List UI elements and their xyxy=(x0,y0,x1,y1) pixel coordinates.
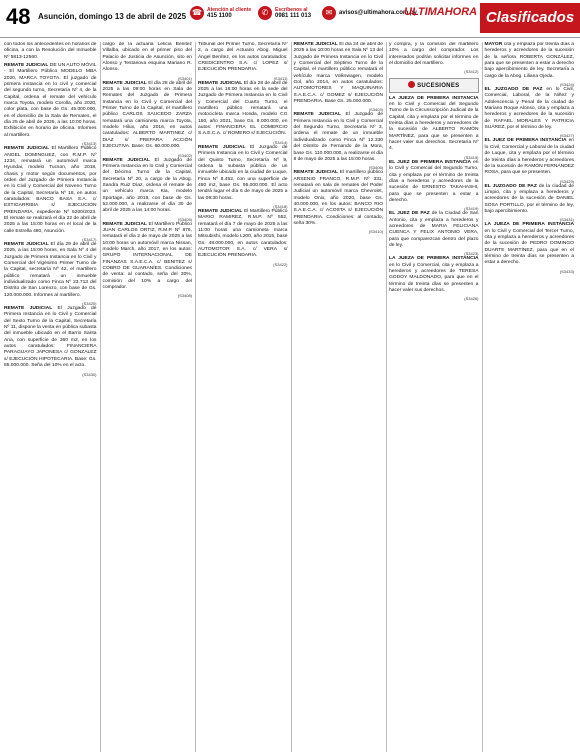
contact-value: avisos@ultimahora.com.py xyxy=(339,10,417,16)
ad-reference: (S3433) xyxy=(559,268,574,274)
ad-body: El martillero público ARSENIO FRANCO, R.M.P. Nº 331, rematará en sala de remates del Poder Judicial un automóvil marca Chevrolet, modelo Onix, año 2020, base Gs. 40.000.000, en los autos: BANCO RIO S.A.E.C.A. c/ ACOSTA s/ EJECUCIÓN PRENDARIA. Condiciones: al contado, seña 30%. xyxy=(293,170,383,226)
ad-title: MAYOR xyxy=(484,42,503,47)
classified-ad xyxy=(485,87,575,131)
phone-icon: ☎ xyxy=(190,6,204,20)
ad-body: en lo Civil y Comercial del Segundo Turno de la Circunscripción Judicial de la Capital, cita y emplaza por el término de treinta días a herederos y acreedores de la sucesión de ALBERTO RAMÓN MARTÍNEZ, para que se presenten a hacer valer sus derechos. Secretaría Nº 4. xyxy=(389,102,479,152)
ad-title: EL JUEZ DE PRIMERA INSTANCIA xyxy=(484,138,567,144)
classified-ad xyxy=(4,242,97,299)
ad-title: REMATE JUDICIAL xyxy=(293,112,341,118)
classified-ad xyxy=(198,145,288,202)
ad-title: REMATE JUDICIAL xyxy=(102,80,147,86)
ad-title: REMATE JUDICIAL xyxy=(293,170,339,176)
classified-ad xyxy=(103,222,193,292)
ad-body: El Juzgado de Primera Instancia en lo Civil y Comercial del Segundo Turno, Secretaría Nº 3, ordena el remate de un inmueble individualizado como Finca Nº 12.330 del Distrito de Fernando de la Mora, base Gs. 110.000.000, a realizarse el día 8 de mayo de 2025 a las 15:00 horas. xyxy=(293,112,383,162)
ad-reference: (S3415) xyxy=(464,154,479,160)
ad-body: El día 28 de abril de 2025 a las 16:00 horas en la sede del Juzgado de Primera Instancia en lo Civil y Comercial del Cuarto Turno, el martillero público rematará una motocicleta marca Honda, modelo CG 150, año 2021, base Gs. 8.000.000, en autos: FINANCIERA EL COMERCIO S.A.E.C.A. c/ ROMERO s/ EJECUCIÓN. xyxy=(198,80,288,137)
contact-value: 0981 111 013 xyxy=(275,13,312,19)
ad-body: El Martillero Público MARIO RAMIREZ, R.M.P. Nº 552, rematará el día 7 de mayo de 2025 a las 11:00 horas una camioneta marca Mitsubishi, modelo L200, año 2015, base Gs. 48.000.000, en autos caratulados: AUTOMOTOR S.A. c/ VERA s/ EJECUCIÓN PRENDARIA. xyxy=(198,208,288,259)
ad-reference: (S3419) xyxy=(464,206,479,212)
ad-title: REMATE JUDICIAL xyxy=(4,306,53,312)
section-banner-icon xyxy=(408,81,415,88)
ad-body: El Martillero Público ANGEL DOMINGUEZ, con R.M.P. Nº 1234, rematará un automóvil marca Hyundai, modelo Tucson, año 2018, chasis y motor según documentos, por orden del Juzgado de Primera Instancia en lo Civil y Comercial del Noveno Turno de la Capital, Secretaría Nº 18, en autos caratulados: BANCO BASA S.A. c/ ESTIGARRIBIA s/ EJECUCIÓN PRENDARIA, expediente Nº 5200/2023. El remate se realizará el día 22 de abril de 2025 a las 15:00 horas en el local de la calle Estrella 480, Asunción. xyxy=(4,146,97,234)
ad-title: LA JUEZA DE PRIMERA INSTANCIA xyxy=(389,95,479,101)
ad-title: REMATE JUDICIAL xyxy=(198,80,243,86)
ad-reference: (S3424) xyxy=(559,82,574,88)
ad-title: REMATE JUDICIAL xyxy=(4,63,49,69)
column-3 xyxy=(195,42,288,752)
ad-title: REMATE JUDICIAL xyxy=(102,221,147,227)
ad-title: REMATE JUDICIAL xyxy=(198,208,243,214)
ad-reference: (S3423) xyxy=(464,251,479,257)
classified-ad xyxy=(485,42,575,80)
ad-reference: (S3429) xyxy=(559,178,574,184)
ad-reference: (S3414) xyxy=(273,139,288,145)
contact-phone xyxy=(190,6,251,20)
ad-title: REMATE JUDICIAL xyxy=(102,157,150,163)
classified-ad xyxy=(294,112,384,163)
classified-ad xyxy=(4,42,97,61)
ad-body: El Juzgado de Primera Instancia en lo Civil y Comercial del Décimo Turno de la Capital, Secretaría Nº 20, a cargo de la Abog. Sandra Ruiz Díaz, ordena el remate de un vehículo marca Kia, modelo Sportage, año 2019, con base de Gs. 52.000.000, a realizarse el día 30 de abril de 2025 a las 14:00 horas. xyxy=(102,157,192,214)
email-icon: ✉ xyxy=(322,6,336,20)
ad-body: El Juzgado de Primera Instancia en lo Civil y Comercial del Quinto Turno, Secretaría Nº 9, ordena la subasta pública de un inmueble ubicado en la ciudad de Luque, Finca Nº 8.452, con una superficie de 450 m2, base Gs. 95.000.000. El acto tendrá lugar el día 6 de mayo de 2025 a las 09:30 horas. xyxy=(198,144,288,201)
ad-body: y compra, y la comisión del martillero 10% a cargo del comprador. Los interesados podrán solicitar informes en el domicilio del martillero. xyxy=(389,42,479,67)
ad-reference: (S3403) xyxy=(368,107,383,113)
column-2 xyxy=(100,42,193,752)
column-5 xyxy=(386,42,479,752)
ad-reference: (S3417) xyxy=(82,236,97,242)
ad-body: El Juzgado de Primera Instancia en lo Civil y Comercial del Sexto Turno de la Capital, Secretaría Nº 11, dispone la venta en pública subasta del inmueble ubicado en el Barrio Santa Ana, con superficie de 360 m2, en los autos caratulados: FINANCIERA PARAGUAYO JAPONESA c/ GONZALEZ s/ EJECUCIÓN HIPOTECARIA. Base: Gs. 85.000.000. Seña del 10% en el acto. xyxy=(4,306,97,369)
contact-label: Atención al cliente xyxy=(207,7,252,13)
classified-ad xyxy=(389,256,479,294)
ad-reference: (S3410) xyxy=(368,229,383,235)
ad-reference: (S3405) xyxy=(177,216,192,222)
ad-body: en lo Civil, Comercial, Laboral, de la Niñez y Adolescencia y Penal de la ciudad de Mariano Roque Alonso, cita y emplaza a herederos y acreedores de la sucesión de RAFAEL MORALES Y PATRICIA SUÁREZ, por el término de ley. xyxy=(484,87,574,131)
contact-email xyxy=(322,6,417,20)
ad-reference: (S3408) xyxy=(177,293,192,299)
ad-title: LA JUEZA DE PRIMERA INSTANCIA xyxy=(484,222,574,228)
ad-title: REMATE JUDICIAL xyxy=(4,241,49,247)
ad-title: REMATE JUDICIAL xyxy=(198,144,246,150)
classified-ad xyxy=(198,81,288,138)
ad-body: El Martillero Público JUAN CARLOS ORTIZ, R.M.P. Nº 876, rematará el día 2 de mayo de 2025 a las 10:00 horas un automóvil marca Nissan, modelo March, año 2017, en los autos: GRUPO INTERNACIONAL DE FINANZAS S.A.E.C.A. c/ BENITEZ s/ COBRO DE GUARANÍES. Condiciones de venta: al contado, seña del 30%, comisión del 10% a cargo del comprador. xyxy=(102,221,192,291)
ad-title: EL JUZGADO DE PAZ xyxy=(484,87,543,93)
ad-body: El día 28 de abril de 2025 a las 09:00 horas en Sala de Remates del Juzgado de Primera Instancia en lo Civil y Comercial del Primer Turno de la Capital, el martillero público CARLOS SAUCEDO ZARZA rematará una camioneta marca Toyota, modelo Hilux, año 2016, en autos caratulados: ALBERTO MARTINEZ c/ DIAZ s/ PREPARA ACCIÓN EJECUTIVA. Base: Gs. 60.000.000. xyxy=(102,80,192,150)
ad-body: en lo Civil y Comercial del Segundo Turno, cita y emplaza por el término de treinta días a herederos y acreedores de la sucesión de ERNESTO TAKAHASHI, para que se presenten a estar a derecho. xyxy=(389,159,479,203)
ad-title: REMATE JUDICIAL xyxy=(293,42,338,47)
brand-logo: ULTIMAHORA xyxy=(404,6,478,18)
classified-ad xyxy=(485,138,575,176)
ad-reference: (S3406) xyxy=(368,165,383,171)
ad-title: EL JUEZ DE PAZ xyxy=(389,211,430,217)
ad-title: EL JUZGADO DE PAZ xyxy=(484,183,537,189)
ad-title: REMATE JUDICIAL xyxy=(4,146,50,152)
ad-body: en lo Civil, Comercial y Laboral de la ciudad de Luque, cita y emplaza por el término de treinta días a herederos y acreedores de la sucesión de RAMÓN FERNÁNDEZ ROSA, para que se presenten. xyxy=(484,138,574,176)
contact-whatsapp xyxy=(258,6,311,20)
section-title: Clasificados xyxy=(480,3,580,33)
classified-ad xyxy=(485,184,575,216)
classifieds-columns xyxy=(4,42,576,752)
contact-value: 415 1100 xyxy=(207,13,232,19)
section-banner-title: SUCESIONES xyxy=(417,83,460,90)
classified-ad xyxy=(198,42,288,74)
classified-ad xyxy=(389,42,479,67)
ad-reference: (S3422) xyxy=(273,261,288,267)
ad-reference: (S3420) xyxy=(82,301,97,307)
ad-body: El día 24 de abril de 2025 a las 10:00 horas en Sala Nº 13 del Juzgado de Primera Instancia en lo Civil y Comercial del Séptimo Turno de la Capital, el martillero público rematará el vehículo marca Volkswagen, modelo Gol, año 2014, en autos caratulados: AUTOMOTORES Y MAQUINARIA S.A.E.C.A. c/ GOMEZ s/ EJECUCIÓN PRENDARIA. Base Gs. 25.000.000. xyxy=(293,42,383,105)
classified-ad xyxy=(4,63,97,139)
ad-body: DE UN AUTO MÓVIL - El Martillero Público MODELO MBA 2020, MARCA TOYOTA. El juzgado de primera instancia en lo civil y comercial del segundo turno, Secretaría Nº 4, de la Capital, ordena el remate del vehículo marca Toyota, modelo Corolla, año 2020, color plata, con base de Gs. 45.000.000, en el domicilio de la Sala de Remates, el día 25 de abril de 2025, a las 10:00 horas. Exhibición en horario de oficina. Informes al martillero. xyxy=(4,63,97,138)
ad-body: cargo de la actuaria Leticia Benitez Villalba, ubicado en el primer piso del Palacio de Justicia de Asunción, sito en Alonso y Testanova esquina Mariano R. Alonso. xyxy=(102,42,192,73)
ad-reference: (S3401) xyxy=(177,75,192,81)
ad-body: Tribunal del Primer Turno, Secretaría Nº 2, a cargo del Actuario Abog. Miguel Ángel Benítez, en los autos caratulados: CREDICENTRO S.A. c/ LOPEZ s/ EJECUCIÓN PRENDARIA. xyxy=(198,42,288,73)
classified-ad xyxy=(485,222,575,266)
ad-body: El día 29 de abril de 2025, a las 15:00 horas, en Sala Nº 4 del Juzgado de Primera Instancia en lo Civil y Comercial del Vigésimo Primer Turno de la Capital, secretaría Nº 42, el martillero público rematará un inmueble individualizado como Finca Nº 23.713 del Distrito de San Lorenzo, con base de Gs. 120.000.000. Informes al martillero. xyxy=(4,241,97,298)
classified-ad xyxy=(198,209,288,260)
page-header xyxy=(0,0,580,38)
ad-body: en lo Civil y Comercial del Tercer Turno, cita y emplaza a herederos y acreedores de la sucesión de PEDRO DOMINGO DUARTE MARTÍNEZ, para que en el término de treinta días se presenten a estar a derecho. xyxy=(484,228,574,266)
classified-ad xyxy=(103,81,193,151)
ad-body: cita y emplaza por treinta días a herederos y acreedores de la sucesión de la señora ROBERTA GONZÁLEZ, para que se presenten a estar a derecho bajo apercibimiento de ley. Secretaría a cargo de la Abog. Liliana Ojeda. xyxy=(484,42,574,79)
classified-ad xyxy=(389,96,479,153)
classified-ad xyxy=(294,170,384,227)
classified-ad xyxy=(389,160,479,204)
ad-reference: (S3412) xyxy=(464,69,479,75)
ad-title: LA JUEZA DE PRIMERA INSTANCIA xyxy=(389,256,479,262)
ad-body: con todos los antecedentes en horarios de oficina, a con la Resolución del Inmueble Nº 5813-12560. xyxy=(4,42,97,60)
ad-reference: (S3426) xyxy=(464,296,479,302)
classified-ad xyxy=(4,306,97,369)
ad-reference: (S3413) xyxy=(82,141,97,147)
ad-body: de la Ciudad de San Antonio, cita y emplaza a herederos y acreedores de MARIA FELICIANA CUENCA Y FELIX ANTONIO VERA, para que comparezcan dentro del plazo de ley. xyxy=(389,211,479,248)
column-1 xyxy=(4,42,97,752)
ad-title: EL JUEZ DE PRIMERA INSTANCIA xyxy=(389,159,472,165)
publication-date: Asunción, domingo 13 de abril de 2025 xyxy=(38,12,187,21)
ad-reference: (S3427) xyxy=(559,133,574,139)
column-4 xyxy=(291,42,384,752)
ad-reference: (S3431) xyxy=(559,217,574,223)
page-number: 48 xyxy=(6,4,31,29)
ad-reference: (S3418) xyxy=(273,203,288,209)
classified-ad xyxy=(294,42,384,105)
whatsapp-icon: ✆ xyxy=(258,6,272,20)
classified-ad xyxy=(389,211,479,249)
section-banner xyxy=(389,78,479,92)
contact-label: Escríbenos al xyxy=(275,7,308,13)
ad-body: de la ciudad de Limpio, cita y emplaza a herederos y acreedores de la sucesión de DANIEL SOSA PORTILLO, por el término de ley, bajo apercibimiento. xyxy=(484,183,574,214)
ad-reference: (S3411) xyxy=(273,75,288,81)
classified-ad xyxy=(4,146,97,235)
ad-body: en lo Civil y Comercial, cita y emplaza a herederos y acreedores de TERESA GODOY MALDONADO, para que en el término de treinta días se presenten a hacer valer sus derechos. xyxy=(389,262,479,293)
ad-reference: (S3430) xyxy=(82,371,97,377)
classified-ad xyxy=(103,42,193,74)
column-6 xyxy=(482,42,575,752)
classified-ad xyxy=(103,158,193,215)
ad-reference: (S3402) xyxy=(177,152,192,158)
